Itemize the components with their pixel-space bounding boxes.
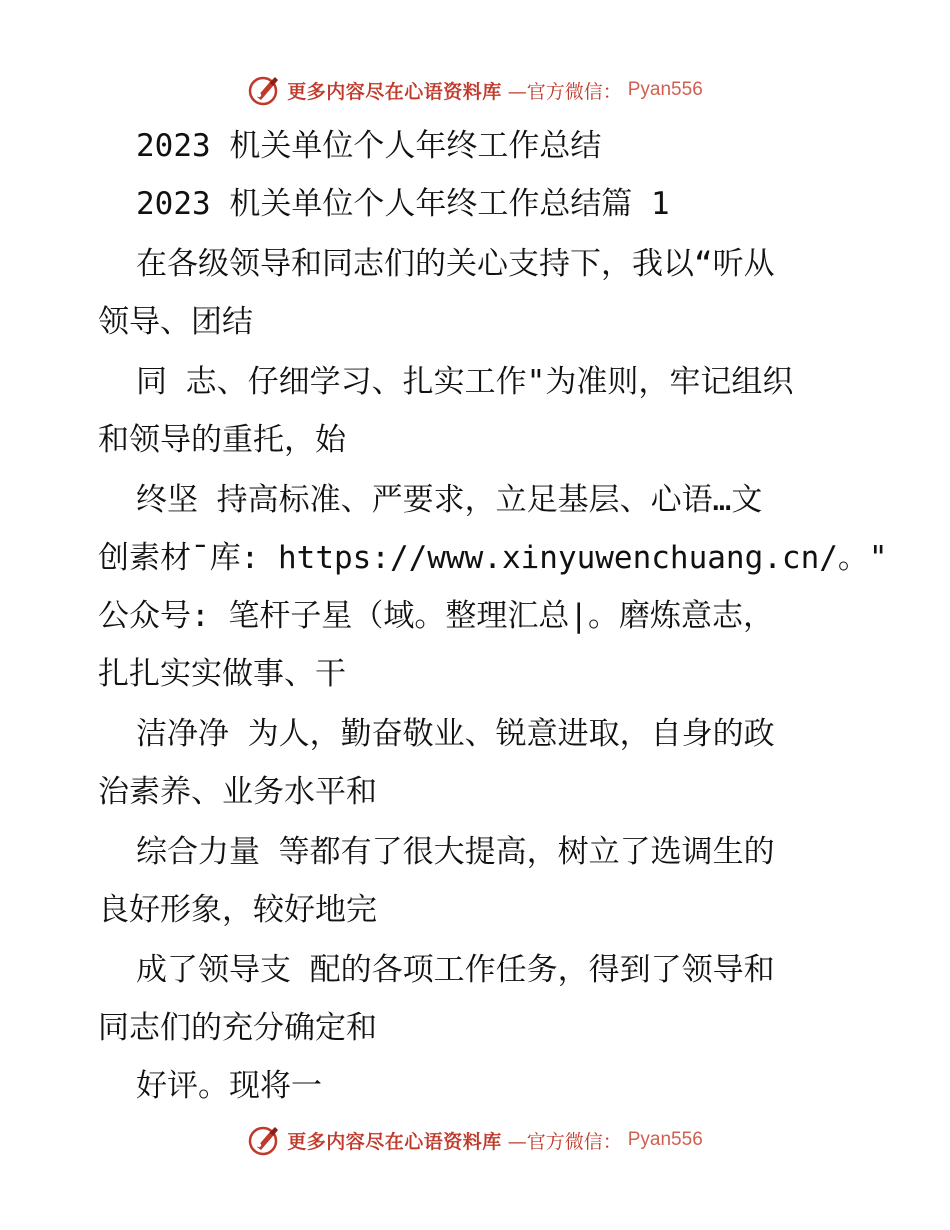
paragraph-line: 综合力量 等都有了很大提高，树立了选调生的 [136, 834, 775, 870]
paragraph-line: 治素养、业务水平和 [98, 774, 377, 810]
banner-wechat-id: Pyan556 [627, 79, 703, 100]
paragraph-line: 成了领导支 配的各项工作任务，得到了领导和 [136, 952, 775, 988]
banner-main-text: 更多内容尽在心语资料库 [287, 1130, 502, 1153]
pen-logo-icon [247, 73, 281, 107]
paragraph-line: 和领导的重托，始 [98, 422, 346, 458]
paragraph-line: 同志们的充分确定和 [98, 1010, 377, 1046]
doc-subtitle: 2023 机关单位个人年终工作总结篇 1 [136, 186, 670, 222]
paragraph-line: 终坚 持高标准、严要求，立足基层、心语…文 [136, 482, 763, 518]
footer-banner [0, 1120, 950, 1160]
paragraph-line-url: 创素材¯库: https://www.xinyuwenchuang.cn/。" [98, 540, 888, 576]
doc-title: 2023 机关单位个人年终工作总结 [136, 128, 602, 164]
paragraph-line: 好评。现将一 [136, 1068, 322, 1104]
paragraph-line: 领导、团结 [98, 304, 253, 340]
paragraph-line: 在各级领导和同志们的关心支持下，我以“听从 [136, 246, 775, 282]
paragraph-line: 扎扎实实做事、干 [98, 656, 346, 692]
banner-main-text: 更多内容尽在心语资料库 [287, 80, 502, 103]
paragraph-line: 洁净净 为人，勤奋敬业、锐意进取，自身的政 [136, 716, 775, 752]
paragraph-line: 同 志、仔细学习、扎实工作"为准则，牢记组织 [136, 364, 794, 400]
banner-separator-text: —官方微信： [507, 1130, 622, 1153]
paragraph-line: 公众号: 笔杆子星（域。整理汇总|。磨炼意志， [98, 598, 774, 634]
pen-logo-icon [247, 1123, 281, 1157]
banner-separator-text: —官方微信： [507, 80, 622, 103]
banner-wechat-id: Pyan556 [627, 1129, 703, 1150]
paragraph-line: 良好形象，较好地完 [98, 892, 377, 928]
header-banner [0, 70, 950, 110]
